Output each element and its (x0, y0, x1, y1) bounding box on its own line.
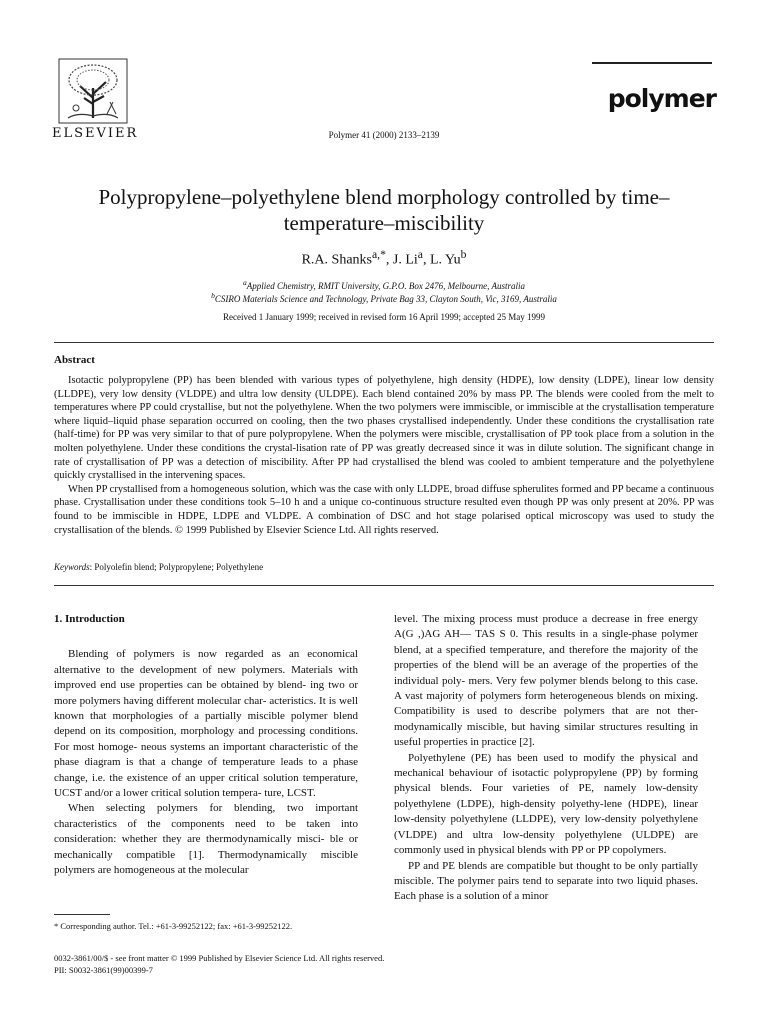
publisher-wordmark: ELSEVIER (52, 126, 139, 141)
page-footer (54, 952, 714, 976)
keywords-label: Keywords (54, 562, 90, 572)
affiliation-b (0, 291, 768, 304)
title-line-2: temperature–miscibility (283, 211, 485, 235)
journal-rule (592, 62, 712, 64)
author-list (0, 248, 768, 269)
received-dates: Received 1 January 1999; received in revised form 16 April 1999; accepted 25 May 1999 (223, 312, 545, 322)
divider (54, 342, 714, 343)
author-name: J. Li (392, 252, 418, 268)
affiliation-text: CSIRO Materials Science and Technology, Private Bag 33, Clayton South, Vic, 3169, Australia (214, 294, 557, 304)
abstract-heading: Abstract (54, 354, 95, 366)
author-separator: , (422, 252, 430, 268)
divider (54, 585, 714, 586)
affiliation-sup: a (243, 278, 247, 287)
footnote: * Corresponding author. Tel.: +61-3-99252122; fax: +61-3-99252122. (54, 921, 293, 931)
pii-line: PII: S0032-3861(99)00399-7 (54, 965, 153, 975)
affiliation-text: Applied Chemistry, RMIT University, G.P.O. Box 2476, Melbourne, Australia (246, 281, 525, 291)
right-column (394, 612, 698, 905)
body-paragraph: level. The mixing process must produce a decrease in free energy A(G ,)AG AH— TAS S 0. This results in a single-phase polymer blend, at a specified temperature, and therefore the majority of the properties of the blend will be an average of the properties of the individual poly- mers. Very few polymer blends belong to this case. A vast majority of polymers form heterogeneous blends on mixing. Compatibility is used to describe polymers that are not ther- modynamically miscible, but having similar structures resulting in useful properties in practice [2]. (394, 613, 698, 749)
body-paragraph: PP and PE blends are compatible but thought to be only partially miscible. The polymer pairs tend to separate into two liquid phases. Each phase is a solution of a minor (394, 859, 698, 903)
affiliation-a (0, 278, 768, 291)
section-heading: 1. Introduction (54, 613, 125, 625)
author-name: R.A. Shanks (301, 252, 372, 268)
article-title (80, 184, 688, 236)
journal-name: polymer (607, 84, 716, 113)
author-sup: a,* (371, 248, 386, 261)
body-paragraph: Polyethylene (PE) has been used to modify the physical and mechanical behaviour of isotactic polypropylene (PP) by forming physical blends. Four varieties of PE, namely low-density polyethylene (LDPE), high-density polyethy-lene (HDPE), linear low-density polyethylene (LLDPE), very low-density polyethylene (VLDPE) and ultra low-density polyethylene (ULDPE) are commonly used in physical blends with PP or PP copolymers. (394, 751, 698, 857)
author-name: L. Yu (429, 252, 461, 268)
body-paragraph: When selecting polymers for blending, two important characteristics of the components need to be taken into consideration: whether they are thermodynamically misci- ble or mechanically compatible [1]. Thermodynamically miscible polymers are homogeneous at the molecular (54, 802, 358, 877)
title-line-1: Polypropylene–polyethylene blend morphology controlled by time– (98, 185, 670, 209)
footnote-rule (54, 914, 110, 915)
keywords (54, 562, 714, 572)
abstract-paragraph: Isotactic polypropylene (PP) has been blended with various types of polyethylene, high density (HDPE), low density (LDPE), linear low density (LLDPE), very low density (VLDPE) and ultra low density (ULDPE). Each blend contained 20% by mass PP. The blends were cooled from the melt to temperatures where PP could crystallise, but not the polyethylene. When the two polymers were immiscible, or immiscible at the crystallisation temperature where liquid–liquid phase separation occurred on cooling, then the two phases crystallised independently. Under these conditions the crystallisation rate (half-time) for PP was very similar to that of pure polypropylene. When the polymers were miscible, crystallisation of PP took place from a solution in the molten polyethylene. Under these conditions the crystal-lisation rate of PP was greatly decreased since it was in dilute solution. The significant change in rate of crystallisation of PP was a detection of miscibility. After PP had crystallised the blend was cooled to ambient temperature and the polyethylene quickly crystallised in the intervening spaces. (54, 375, 714, 482)
author-separator: , (385, 252, 393, 268)
keywords-text: : Polyolefin blend; Polypropylene; Polyethylene (89, 562, 264, 572)
left-column (54, 612, 358, 879)
journal-citation: Polymer 41 (2000) 2133–2139 (328, 130, 440, 140)
abstract-body (54, 374, 714, 537)
affiliation-sup: b (211, 291, 215, 300)
abstract-paragraph: When PP crystallised from a homogeneous solution, which was the case with only LLDPE, broad diffuse spherulites formed and PP became a continuous phase. Crystallisation under these conditions took 5–10 h and a unique co-continuous structure resulted even though PP was only present at 20%. PP was found to be immiscible in HDPE, LDPE and VLDPE. A combination of DSC and hot stage polarised optical microscopy was used to study the crystallisation of the blends. © 1999 Published by Elsevier Science Ltd. All rights reserved. (54, 483, 714, 536)
elsevier-tree-icon (58, 58, 128, 124)
author-sup: b (460, 248, 467, 261)
copyright-line: 0032-3861/00/$ - see front matter © 1999 Published by Elsevier Science Ltd. All rights reserved. (54, 953, 385, 963)
publisher-logo (52, 58, 139, 141)
body-paragraph: Blending of polymers is now regarded as an economical alternative to the development of new polymers. Materials with improved end use properties can be obtained by blend- ing two or more polymers having different molecular char- acteristics. It is well known that morphologies of a partially miscible polymer blend depend on its composition, morphology and processing conditions. For most homoge- neous systems an important characteristic of the phase diagram is that a change of temperature leads to a phase change, i.e. the existence of an upper critical solution temperature, UCST and/or a lower critical solution tempera- ture, LCST. (54, 648, 358, 800)
author-sup: a (417, 248, 423, 261)
